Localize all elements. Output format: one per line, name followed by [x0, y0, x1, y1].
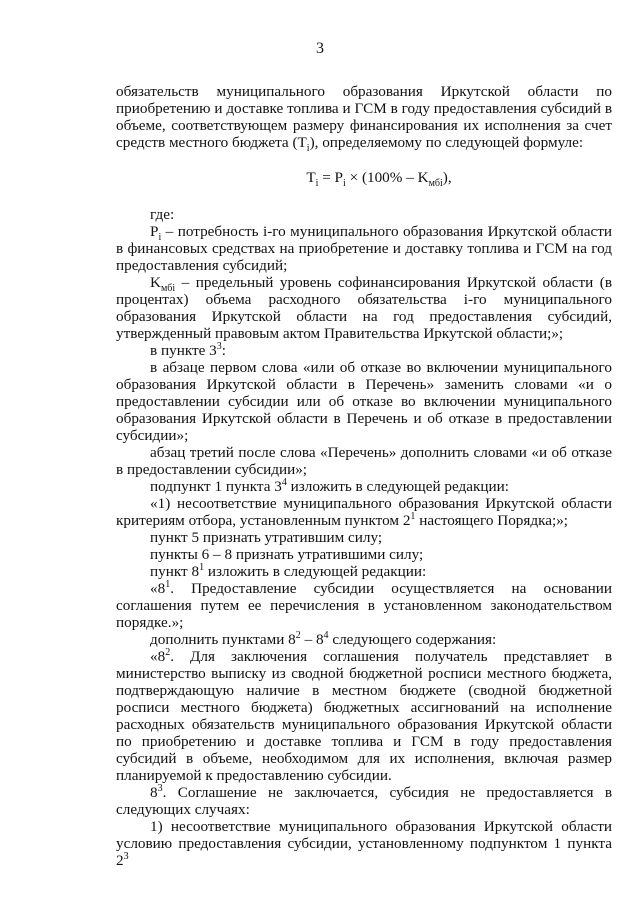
paragraph-subpoint-1: подпункт 1 пункта $3^4$ изложить в следующей редакции:	[150, 476, 509, 495]
paragraph-point-5: пункт 5 признать утратившим силу;	[150, 529, 383, 546]
document-body	[116, 83, 612, 869]
paragraph-where: где:	[150, 206, 175, 223]
paragraph-third-abzac: абзац третий после слова «Перечень» дополнить словами «и об отказе в предоставлении субсидии»;	[116, 444, 612, 478]
paragraph-criteria: «1) несоответствие муниципального образования Иркутской области критериям отбора, установленным пунктом $2^1$ настоящего Порядка;»;	[116, 495, 612, 529]
paragraph-case-1: 1) несоответствие муниципального образования Иркутской области условию предоставления субсидии, установленному подпунктом 1 пункта $2^3$	[116, 818, 612, 869]
paragraph-8-3-text: $8^3$. Соглашение не заключается, субсидия не предоставляется в следующих случаях:	[116, 782, 612, 818]
formula: $T_i = P_i \times (100\% - K_{мбi})$,	[306, 169, 452, 190]
paragraph-first-abzac: в абзаце первом слова «или об отказе во включении муниципального образования Иркутской области в Перечень» заменить словами «и о предоставлении субсидии или об отказе во включении муниципального образования Иркутской области в Перечень и об отказе в предоставлении субсидии»;	[116, 359, 612, 444]
paragraph-8-1-text: «$8^1$. Предоставление субсидии осуществляется на основании соглашения путем ее перечисления в установленном законодательством порядке.»;	[116, 578, 612, 631]
paragraph-add-points: дополнить пунктами $8^2 - 8^4$ следующего содержания:	[150, 629, 497, 648]
paragraph-obligations: обязательств муниципального образования Иркутской области по приобретению и доставке топлива и ГСМ в году предоставления субсидий в объеме, соответствующем размеру финансирования их исполнения за счет средств местного бюджета $(T_i)$, определяемому по следующей формуле:	[116, 83, 612, 155]
paragraph-point-3-3: в пункте $3^3$:	[150, 340, 226, 359]
paragraph-point-8-1: пункт $8^1$ изложить в следующей редакции:	[150, 561, 427, 580]
page-number: 3	[316, 40, 324, 57]
paragraph-points-6-8: пункты 6 – 8 признать утратившими силу;	[150, 546, 424, 563]
paragraph-8-2-text: «$8^2$. Для заключения соглашения получатель представляет в министерство выписку из сводной бюджетной росписи местного бюджета, подтверждающую наличие в местном бюджете (сводной бюджетной росписи местного бюджета) бюджетных ассигнований на исполнение расходных обязательств муниципального образования Иркутской области по приобретению и доставке топлива и ГСМ в году предоставления субсидий в объеме, необходимом для их исполнения, включая размер планируемой к предоставлению субсидии.	[116, 646, 612, 784]
paragraph-pi-definition: $P_i$ – потребность i-го муниципального образования Иркутской области в финансовых средствах на приобретение и доставку топлива и ГСМ на год предоставления субсидий;	[116, 223, 612, 274]
paragraph-kmb-definition: $K_{мбi}$ – предельный уровень софинансирования Иркутской области (в процентах) объема расходного обязательства i-го муниципального образования Иркутской области на год предоставления субсидий, утвержденный правовым актом Правительства Иркутской области;»;	[116, 274, 612, 342]
